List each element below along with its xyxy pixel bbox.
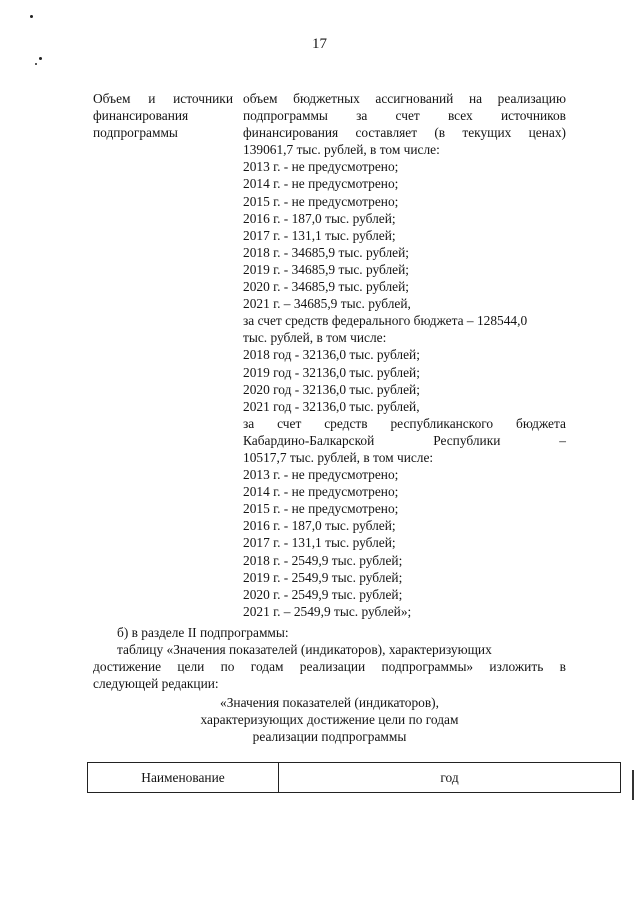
word: счет <box>395 108 420 124</box>
word: бюджета <box>516 415 566 431</box>
passport-line <box>243 432 566 449</box>
scan-edge-mark <box>632 770 634 800</box>
passport-line: 2021 год - 32136,0 тыс. рублей, <box>243 398 420 414</box>
label-word: Объем <box>93 91 131 106</box>
passport-line: 2020 год - 32136,0 тыс. рублей; <box>243 381 420 397</box>
scan-speck <box>30 15 33 18</box>
passport-line: 2013 г. - не предусмотрено; <box>243 159 399 175</box>
passport-value <box>243 90 566 620</box>
word: финансирования <box>243 125 339 141</box>
passport-line <box>243 90 566 107</box>
scan-speck <box>39 57 42 60</box>
passport-label-line-3: подпрограммы <box>93 125 178 141</box>
word: ценах) <box>528 125 566 141</box>
page-number: 17 <box>312 36 327 52</box>
word: средств <box>324 415 368 431</box>
word: реализацию <box>497 91 566 106</box>
passport-line: 2015 г. - не предусмотрено; <box>243 193 399 209</box>
passport-line: 2014 г. - не предусмотрено; <box>243 176 399 192</box>
label-word: источники <box>173 91 233 106</box>
section-b <box>93 624 566 692</box>
header-name: Наименование <box>88 763 279 793</box>
passport-line: тыс. рублей, в том числе: <box>243 330 387 346</box>
word: текущих <box>462 125 512 141</box>
word: республиканского <box>390 415 494 431</box>
passport-line: 2021 г. – 34685,9 тыс. рублей, <box>243 296 411 312</box>
word: источников <box>500 108 566 124</box>
table-title-line: реализации подпрограммы <box>252 729 407 745</box>
word: Кабардино-Балкарской <box>243 432 375 448</box>
word: ассигнований <box>375 91 454 106</box>
word: Республики <box>433 432 501 448</box>
section-b-heading: б) в разделе II подпрограммы: <box>117 625 289 640</box>
passport-line: 2021 г. – 2549,9 тыс. рублей»; <box>243 603 412 619</box>
passport-line: 2018 г. - 2549,9 тыс. рублей; <box>243 552 403 568</box>
passport-line: 2018 год - 32136,0 тыс. рублей; <box>243 347 420 363</box>
passport-line: 139061,7 тыс. рублей, в том числе: <box>243 142 440 158</box>
word: цели <box>177 659 205 675</box>
header-year: год <box>279 763 621 793</box>
passport-label-line-1 <box>93 90 233 107</box>
passport-line: 2019 год - 32136,0 тыс. рублей; <box>243 364 420 380</box>
passport-line: 2017 г. - 131,1 тыс. рублей; <box>243 535 396 551</box>
word: реализации <box>299 659 366 675</box>
section-b-line <box>93 658 566 675</box>
passport-line: 2019 г. - 2549,9 тыс. рублей; <box>243 569 403 585</box>
word: всех <box>447 108 473 124</box>
passport-line: 2018 г. - 34685,9 тыс. рублей; <box>243 244 409 260</box>
passport-label-line-2: финансирования <box>93 108 189 124</box>
word: бюджетных <box>293 91 360 106</box>
passport-line: 2019 г. - 34685,9 тыс. рублей; <box>243 261 409 277</box>
section-b-line: таблицу «Значения показателей (индикаторов), характеризующих <box>117 642 492 658</box>
passport-line: 2015 г. - не предусмотрено; <box>243 501 399 517</box>
passport-line: 2014 г. - не предусмотрено; <box>243 484 399 500</box>
scan-speck <box>35 63 37 65</box>
word: подпрограммы» <box>381 659 474 675</box>
passport-line <box>243 124 566 141</box>
word: в <box>559 659 566 675</box>
label-word: и <box>148 91 156 106</box>
passport-label <box>93 90 233 141</box>
passport-line: 2017 г. - 131,1 тыс. рублей; <box>243 227 396 243</box>
word: объем <box>243 91 278 106</box>
word: за <box>243 415 255 431</box>
passport-line <box>243 415 566 432</box>
word: по <box>220 659 235 675</box>
word: подпрограммы <box>243 108 328 124</box>
passport-line: 2020 г. - 2549,9 тыс. рублей; <box>243 586 403 602</box>
indicators-table <box>87 762 621 793</box>
passport-line <box>243 107 566 124</box>
passport-line: за счет средств федерального бюджета – 128544,0 <box>243 313 528 329</box>
table-title <box>93 694 566 745</box>
passport-line: 2013 г. - не предусмотрено; <box>243 467 399 483</box>
word: составляет <box>355 125 418 141</box>
word: (в <box>434 125 446 141</box>
passport-line: 2016 г. - 187,0 тыс. рублей; <box>243 210 396 226</box>
word: на <box>468 91 483 106</box>
word: изложить <box>489 659 544 675</box>
word: достижение <box>93 659 162 675</box>
table-header-row <box>88 763 621 793</box>
table-title-line: «Значения показателей (индикаторов), <box>220 695 439 710</box>
table-title-line: характеризующих достижение цели по годам <box>200 712 459 728</box>
word: счет <box>277 415 302 431</box>
word: – <box>559 432 566 448</box>
passport-line: 2016 г. - 187,0 тыс. рублей; <box>243 518 396 534</box>
passport-line: 10517,7 тыс. рублей, в том числе: <box>243 449 434 465</box>
passport-line: 2020 г. - 34685,9 тыс. рублей; <box>243 279 409 295</box>
word: годам <box>250 659 284 675</box>
word: за <box>356 108 368 124</box>
section-b-line: следующей редакции: <box>93 676 219 692</box>
